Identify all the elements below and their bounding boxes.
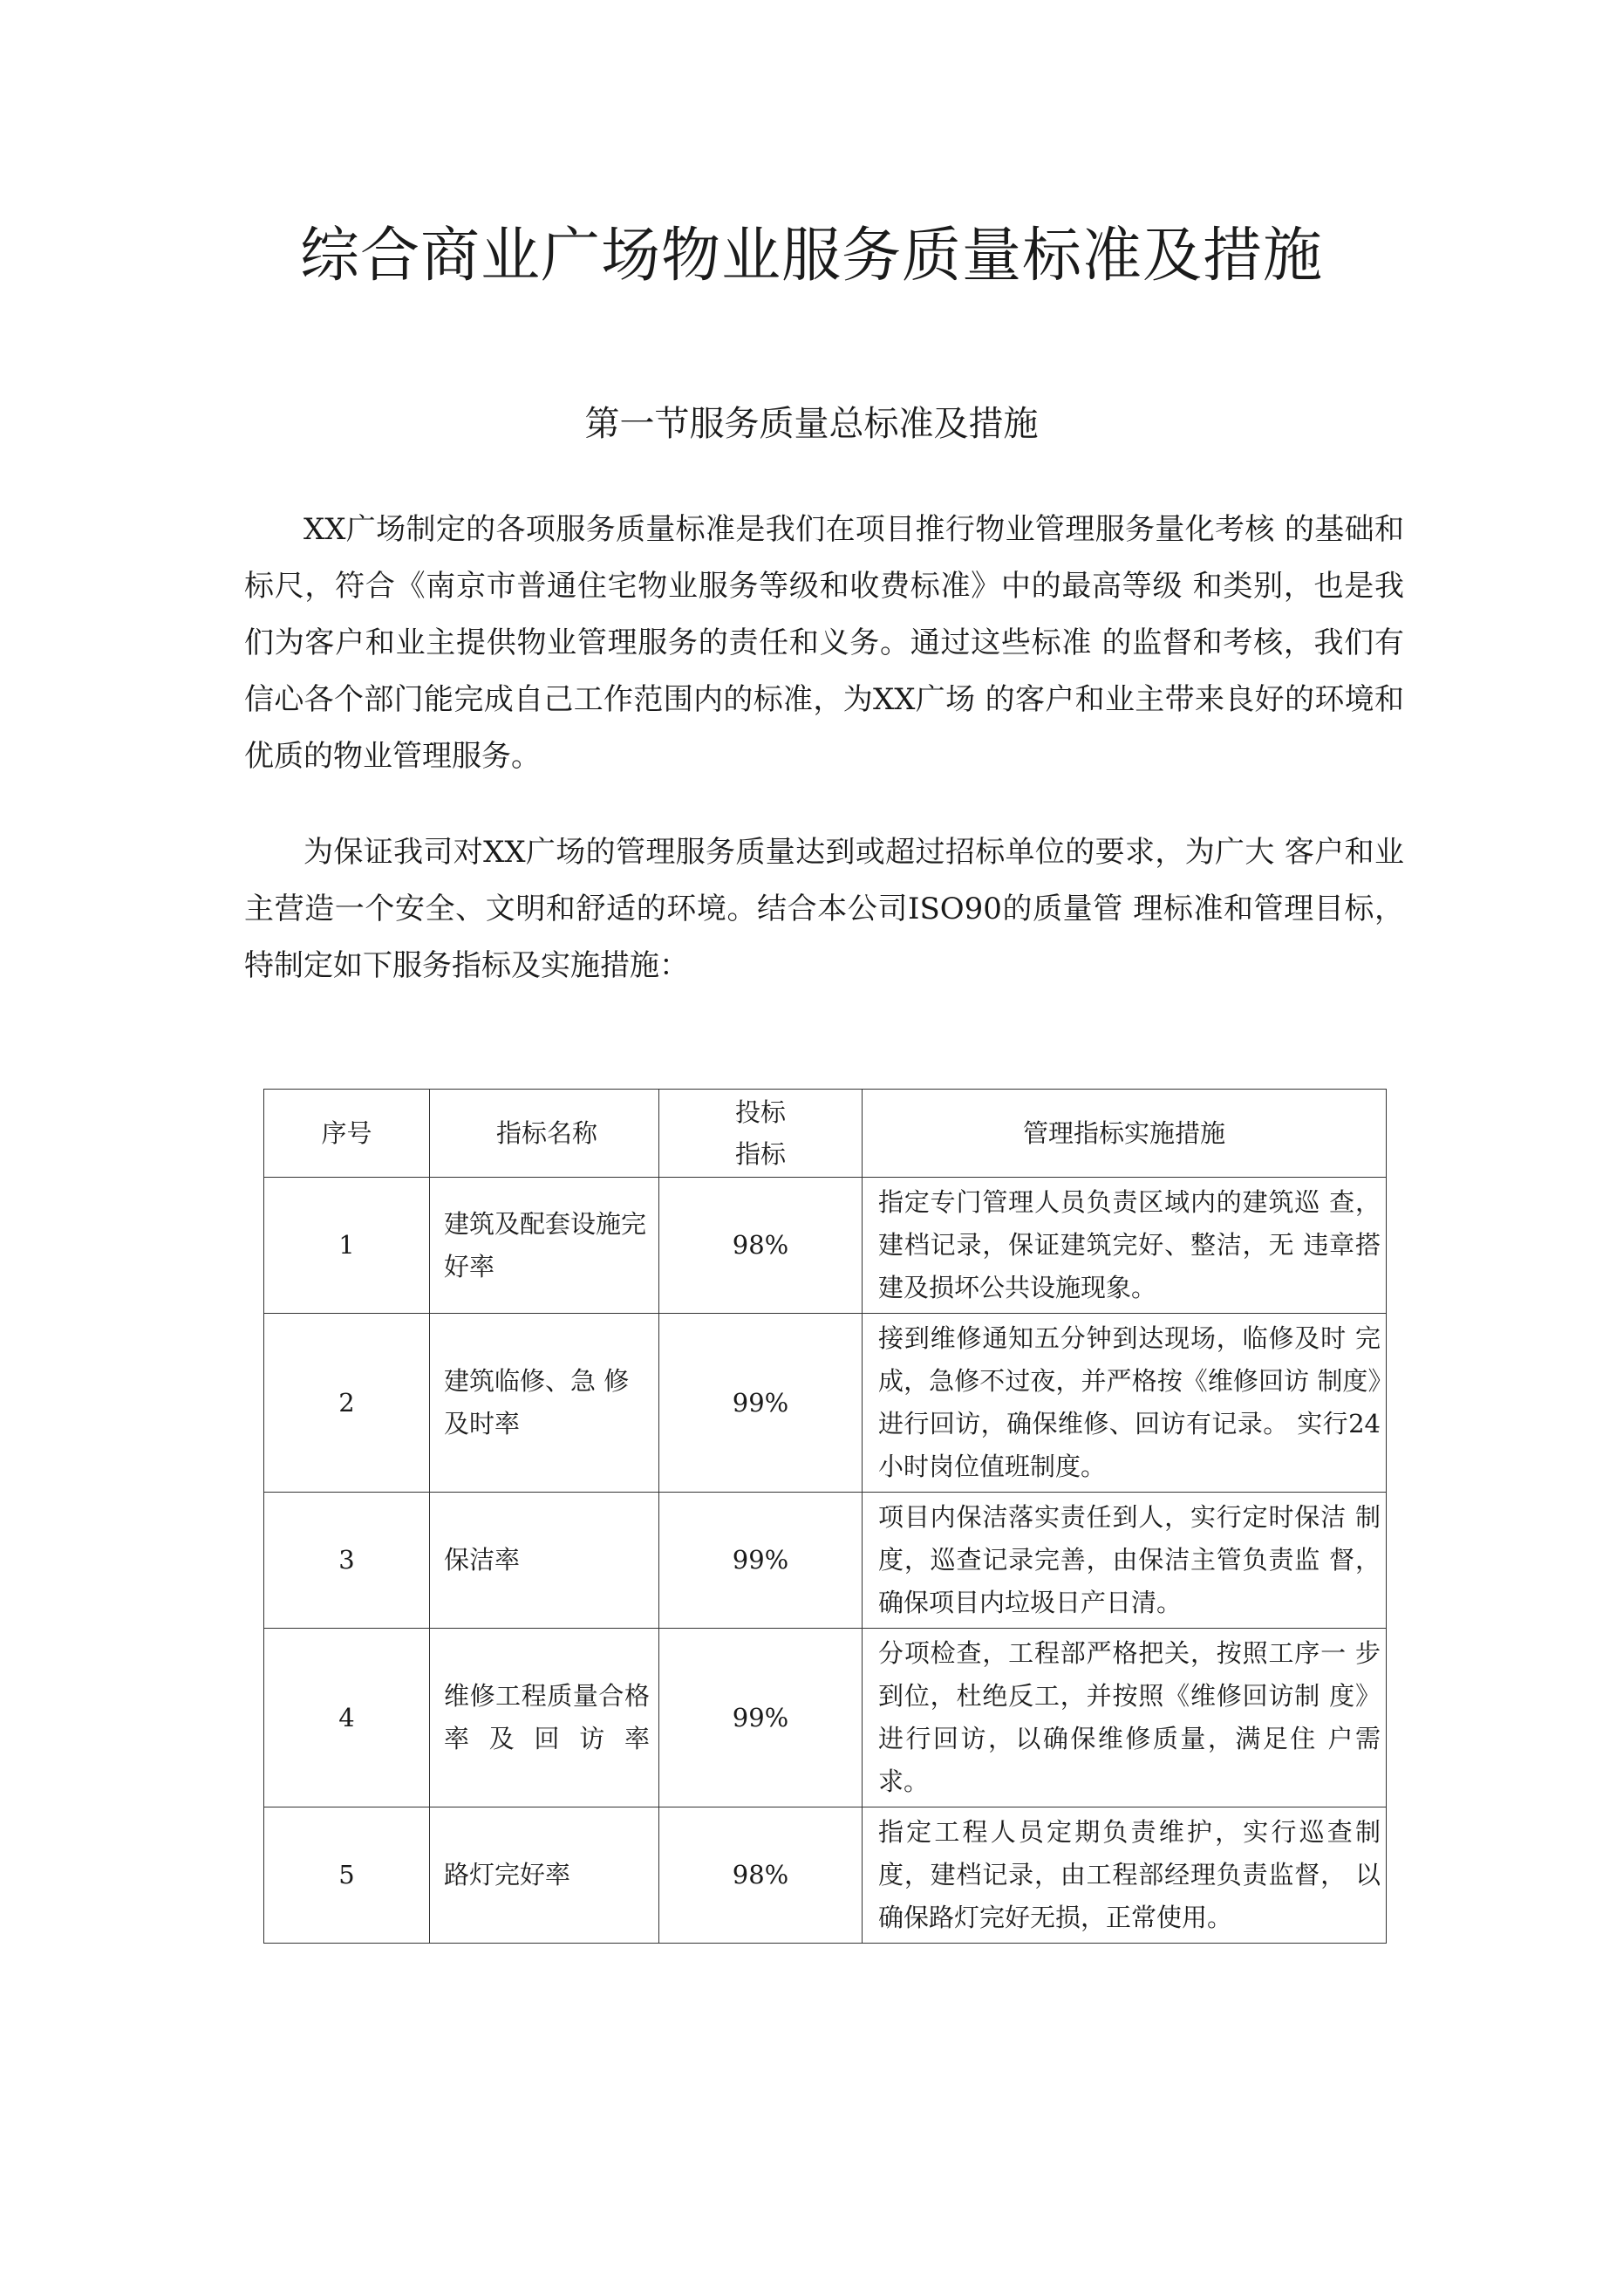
intro-paragraph: XX广场制定的各项服务质量标准是我们在项目推行物业管理服务量化考核 的基础和标尺，符合《南京市普通住宅物业服务等级和收费标准》中的最高等级 和类别，也是我们为客户和业主提供物业管理服务的责任和义务。通过这些标准 的监督和考核，我们有信心各个部门能完成自己工作范围内的标准，为XX广场 的客户和业主带来良好的环境和优质的物业管理服务。 — [244, 512, 1404, 774]
row-desc: 指定专门管理人员负责区域内的建筑巡 查，建档记录，保证建筑完好、整洁，无 违章搭建及损坏公共设施现象。 — [863, 1178, 1387, 1314]
row-rate: 98% — [659, 1807, 863, 1944]
table-header-row — [264, 1090, 1387, 1178]
row-desc: 分项检查，工程部严格把关，按照工序一 步到位，杜绝反工，并按照《维修回访制 度》进行回访，以确保维修质量，满足住 户需求。 — [863, 1629, 1387, 1807]
row-rate: 99% — [659, 1314, 863, 1493]
row-rate: 99% — [659, 1629, 863, 1807]
row-name: 路灯完好率 — [430, 1807, 659, 1944]
header-rate-line2: 指标 — [734, 1139, 786, 1169]
row-desc: 指定工程人员定期负责维护，实行巡查制 度，建档记录，由工程部经理负责监督， 以确保路灯完好无损，正常使用。 — [863, 1807, 1387, 1944]
row-rate: 98% — [659, 1178, 863, 1314]
header-desc: 管理指标实施措施 — [863, 1090, 1387, 1178]
table-row — [264, 1178, 1387, 1314]
table-row — [264, 1314, 1387, 1493]
row-no: 2 — [264, 1314, 430, 1493]
header-rate — [659, 1090, 863, 1178]
purpose-paragraph: 为保证我司对XX广场的管理服务质量达到或超过招标单位的要求，为广大 客户和业主营造一个安全、文明和舒适的环境。结合本公司ISO90的质量管 理标准和管理目标，特制定如下服务指标及实施措施： — [244, 835, 1404, 983]
row-desc: 项目内保洁落实责任到人，实行定时保洁 制度，巡查记录完善，由保洁主管负责监 督，确保项目内垃圾日产日清。 — [863, 1493, 1387, 1629]
row-name: 建筑临修、急 修及时率 — [430, 1314, 659, 1493]
header-name: 指标名称 — [430, 1090, 659, 1178]
header-no: 序号 — [264, 1090, 430, 1178]
section-heading: 第一节服务质量总标准及措施 — [584, 404, 1039, 444]
row-no: 3 — [264, 1493, 430, 1629]
row-desc: 接到维修通知五分钟到达现场，临修及时 完成，急修不过夜，并严格按《维修回访 制度》进行回访，确保维修、回访有记录。 实行24小时岗位值班制度。 — [863, 1314, 1387, 1493]
row-no: 1 — [264, 1178, 430, 1314]
table-row — [264, 1807, 1387, 1944]
service-standards-table — [263, 1089, 1387, 1944]
header-rate-line1: 投标 — [734, 1097, 786, 1127]
row-no: 4 — [264, 1629, 430, 1807]
table-row — [264, 1493, 1387, 1629]
table-row — [264, 1629, 1387, 1807]
row-name: 维修工程质量合格率及回访率 — [430, 1629, 659, 1807]
document-title: 综合商业广场物业服务质量标准及措施 — [299, 222, 1323, 290]
row-name: 保洁率 — [430, 1493, 659, 1629]
row-name: 建筑及配套设施完好率 — [430, 1178, 659, 1314]
row-no: 5 — [264, 1807, 430, 1944]
row-rate: 99% — [659, 1493, 863, 1629]
